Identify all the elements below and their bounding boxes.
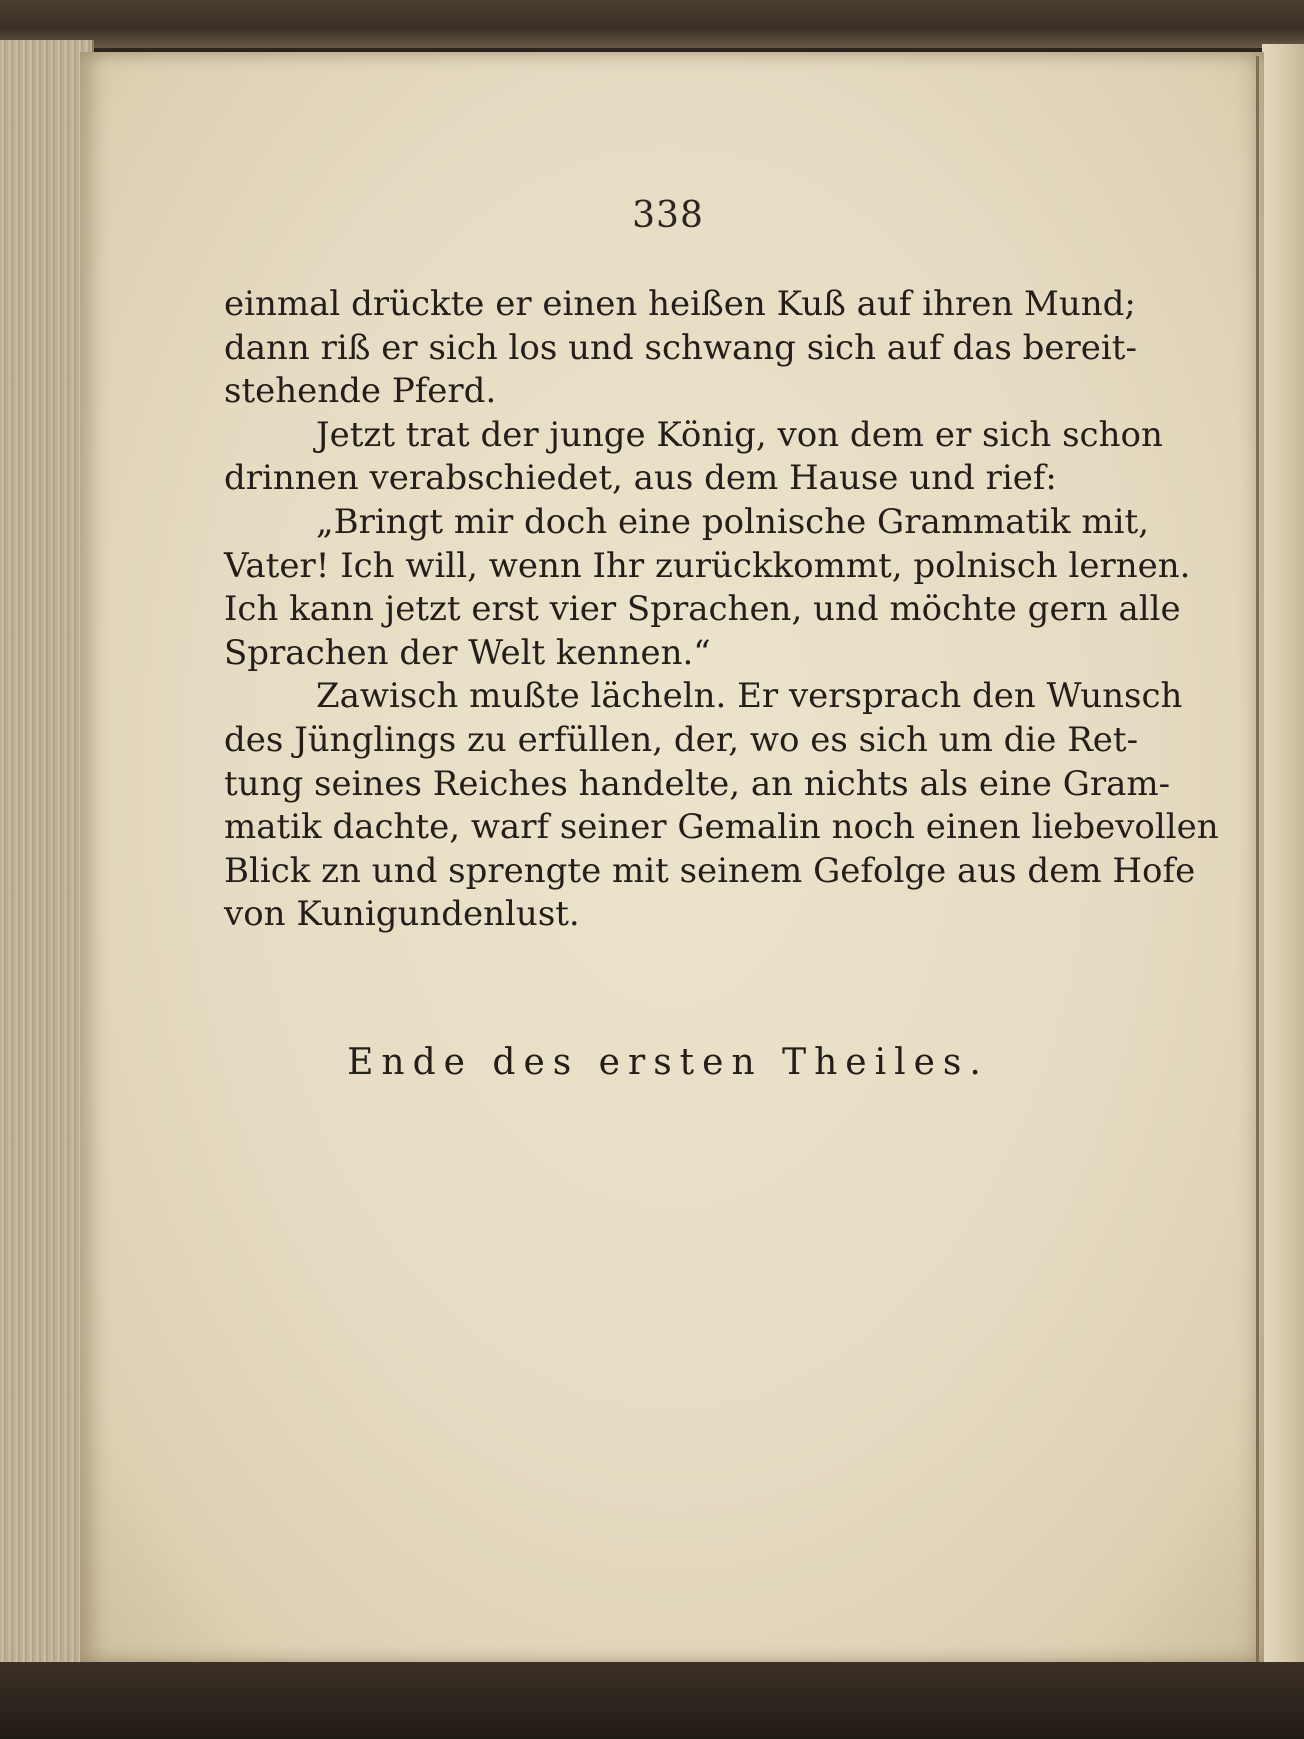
text-line: tung seines Reiches handelte, an nichts als eine Gram- — [224, 763, 1171, 804]
text-line: dann riß er sich los und schwang sich auf das bereit- — [224, 327, 1137, 368]
text-line: von Kunigundenlust. — [224, 894, 580, 935]
bottom-binding — [0, 1662, 1304, 1739]
body-text — [224, 283, 1219, 937]
text-line: des Jünglings zu erfüllen, der, wo es sich um die Ret- — [224, 719, 1139, 760]
closing-line: Ende des ersten Theiles. — [347, 1042, 989, 1083]
right-board — [1262, 44, 1304, 1684]
text-line: einmal drückte er einen heißen Kuß auf ihren Mund; — [224, 284, 1136, 324]
text-line: drinnen verabschiedet, aus dem Hause und rief: — [224, 458, 1057, 499]
top-binding — [0, 0, 1304, 48]
text-line: „Bringt mir doch eine polnische Grammatik mit, — [316, 501, 1149, 542]
text-line: Blick zn und sprengte mit seinem Gefolge aus dem Hofe — [224, 850, 1196, 891]
text-line: Jetzt trat der junge König, von dem er sich schon — [316, 414, 1163, 455]
text-line: matik dachte, warf seiner Gemalin noch einen liebevollen — [224, 807, 1219, 848]
text-line: Vater! Ich will, wenn Ihr zurückkommt, polnisch lernen. — [224, 545, 1191, 586]
text-line: Zawisch mußte lächeln. Er versprach den Wunsch — [316, 676, 1183, 717]
gutter-line — [1256, 56, 1259, 1664]
page-number: 338 — [632, 195, 704, 236]
text-line: Sprachen der Welt kennen.“ — [224, 632, 711, 673]
text-line: stehende Pferd. — [224, 371, 497, 412]
text-line: Ich kann jetzt erst vier Sprachen, und möchte gern alle — [224, 589, 1181, 630]
